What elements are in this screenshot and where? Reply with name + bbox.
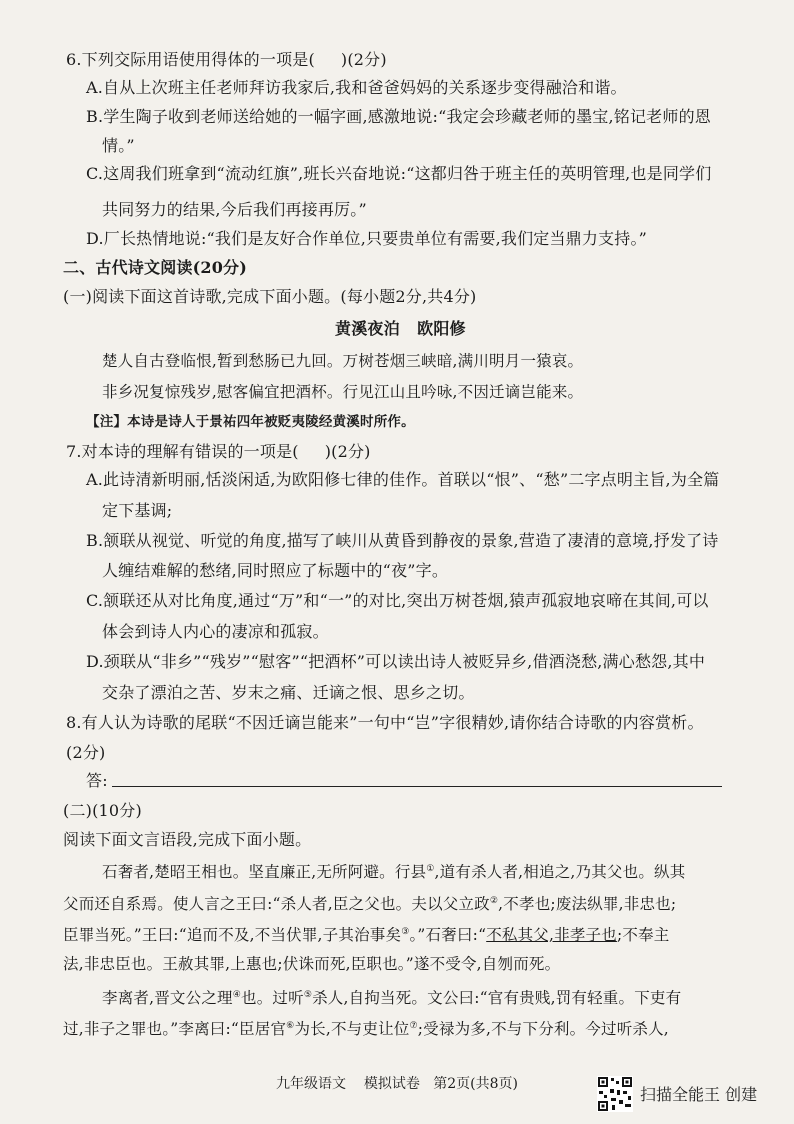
q6-option-b-line1: B.学生陶子收到老师送给她的一幅字画,感激地说:“我定会珍藏老师的墨宝,铭记老师的恩 xyxy=(86,107,711,126)
underlined-sentence: 不私其父,非孝子也 xyxy=(486,926,617,944)
passage1-line4: 法,非忠臣也。王赦其罪,上惠也;伏诛而死,臣职也。”遂不受令,自刎而死。 xyxy=(63,955,561,973)
q6-stem: 6.下列交际用语使用得体的一项是( )(2分) xyxy=(66,50,387,69)
q8-answer-label: 答: xyxy=(86,771,108,790)
part1-instructions: (一)阅读下面这首诗歌,完成下面小题。(每小题2分,共4分) xyxy=(63,287,477,306)
footnote-marker: ② xyxy=(489,896,499,906)
passage2-line1: 李离者,晋文公之理④也。过听⑤杀人,自拘当死。文公曰:“官有贵贱,罚有轻重。下吏有 xyxy=(102,989,682,1007)
footnote-marker: ⑤ xyxy=(303,990,313,1000)
part2-intro: 阅读下面文言语段,完成下面小题。 xyxy=(63,830,312,849)
q7-option-a-line1: A.此诗清新明丽,恬淡闲适,为欧阳修七律的佳作。首联以“恨”、“愁”二字点明主旨,为全篇 xyxy=(86,470,720,489)
q6-option-a: A.自从上次班主任老师拜访我家后,我和爸爸妈妈的关系逐步变得融洽和谐。 xyxy=(86,78,627,97)
q7-option-d-line2: 交杂了漂泊之苦、岁末之痛、迁谪之恨、思乡之切。 xyxy=(102,683,475,702)
q7-option-c-line2: 体会到诗人内心的凄凉和孤寂。 xyxy=(102,622,329,641)
qr-code-icon xyxy=(597,1076,633,1112)
poem-title: 黄溪夜泊 欧阳修 xyxy=(335,319,466,338)
part2-title: (二)(10分) xyxy=(63,801,142,820)
q8-stem-line1: 8.有人认为诗歌的尾联“不因迁谪岂能来”一句中“岂”字很精妙,请你结合诗歌的内容赏析。 xyxy=(66,713,704,732)
poem-line-1: 楚人自古登临恨,暂到愁肠已九回。万树苍烟三峡暗,满川明月一猿哀。 xyxy=(102,352,584,370)
passage1-line1: 石奢者,楚昭王相也。坚直廉正,无所阿避。行县①,道有杀人者,相追之,乃其父也。纵其 xyxy=(102,863,686,881)
q8-stem-line2: (2分) xyxy=(66,743,106,762)
footnote-marker: ③ xyxy=(401,927,410,937)
q6-option-c-line1: C.这周我们班拿到“流动红旗”,班长兴奋地说:“这都归咎于班主任的英明管理,也是同学们 xyxy=(86,164,712,183)
section-title: 二、古代诗文阅读(20分) xyxy=(63,258,248,277)
scanner-watermark: 扫描全能王 创建 xyxy=(640,1085,758,1104)
q6-option-c-line2: 共同努力的结果,今后我们再接再厉。” xyxy=(102,200,367,219)
q7-option-b-line2: 人缠结难解的愁绪,同时照应了标题中的“夜”字。 xyxy=(102,561,449,580)
passage1-line2: 父而还自系焉。使人言之王曰:“杀人者,臣之父也。夫以父立政②,不孝也;废法纵罪,非忠也; xyxy=(63,895,677,913)
footnote-marker: ⑥ xyxy=(286,1021,295,1031)
footnote-marker: ⑦ xyxy=(409,1021,418,1031)
q8-answer-line[interactable] xyxy=(112,786,722,787)
q7-stem: 7.对本诗的理解有错误的一项是( )(2分) xyxy=(66,442,371,461)
q7-option-c-line1: C.颔联还从对比角度,通过“万”和“一”的对比,突出万树苍烟,猿声孤寂地哀啼在其间,可以 xyxy=(86,591,709,610)
footnote-marker: ① xyxy=(426,864,435,874)
q7-option-b-line1: B.颔联从视觉、听觉的角度,描写了峡川从黄昏到静夜的景象,营造了凄清的意境,抒发了诗 xyxy=(86,531,719,550)
q7-option-a-line2: 定下基调; xyxy=(102,501,173,520)
page-footer: 九年级语文 模拟试卷 第2页(共8页) xyxy=(276,1076,518,1092)
poem-note: 【注】本诗是诗人于景祐四年被贬夷陵经黄溪时所作。 xyxy=(86,414,415,430)
q6-option-b-line2: 情。” xyxy=(102,136,135,155)
passage1-line3: 臣罪当死。”王曰:“追而不及,不当伏罪,子其治事矣③。”石奢曰:“不私其父,非孝子也;不奉主 xyxy=(63,926,670,944)
q6-option-d: D.厂长热情地说:“我们是友好合作单位,只要贵单位有需要,我们定当鼎力支持。” xyxy=(86,229,648,248)
footnote-marker: ④ xyxy=(232,990,242,1000)
poem-line-2: 非乡况复惊残岁,慰客偏宜把酒杯。行见江山且吟咏,不因迁谪岂能来。 xyxy=(102,383,584,401)
passage2-line2: 过,非子之罪也。”李离曰:“臣居官⑥为长,不与吏让位⑦;受禄为多,不与下分利。今过听杀人, xyxy=(63,1020,669,1038)
q7-option-d-line1: D.颈联从“非乡”“残岁”“慰客”“把酒杯”可以读出诗人被贬异乡,借酒浇愁,满心愁怨,其中 xyxy=(86,652,706,671)
